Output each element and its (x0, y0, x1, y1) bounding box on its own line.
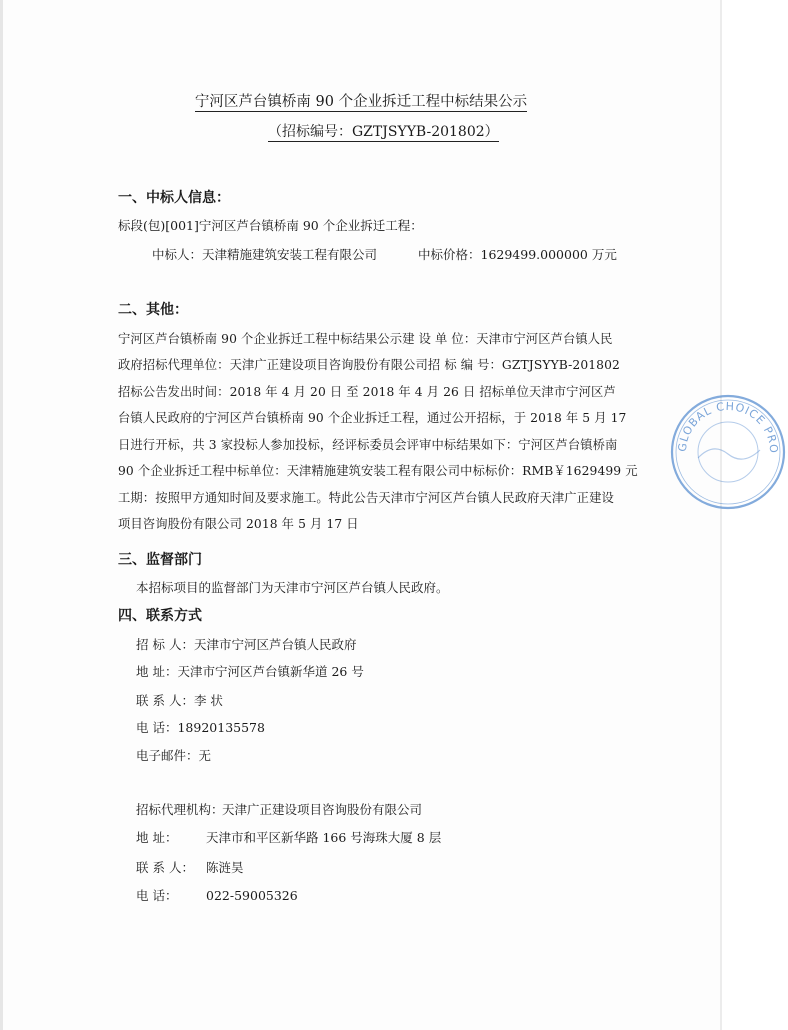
company-seal-stamp (668, 392, 788, 512)
page-edge-right (720, 0, 722, 1030)
svg-text:GLOBAL CHOICE PRO: GLOBAL CHOICE PRO (675, 399, 781, 455)
tenderer-name: 招 标 人：天津市宁河区芦台镇人民政府 (136, 637, 357, 652)
section2-line-7: 工期：按照甲方通知时间及要求施工。特此公告天津市宁河区芦台镇人民政府天津广正建设 (118, 491, 614, 505)
tenderer-contact: 联 系 人：李 状 (136, 693, 223, 708)
section2-line-3: 招标公告发出时间：2018 年 4 月 20 日 至 2018 年 4 月 26 日 招标单位天津市宁河区芦 (118, 385, 616, 399)
section2-line-1: 宁河区芦台镇桥南 90 个企业拆迁工程中标结果公示建 设 单 位：天津市宁河区芦台镇人民 (118, 332, 613, 346)
price-line: 中标价格：1629499.000000 万元 (418, 247, 617, 262)
section3-heading: 三、监督部门 (118, 552, 202, 568)
agency-org-label: 招标代理机构： (136, 802, 224, 817)
agency-address-value: 天津市和平区新华路 166 号海珠大厦 8 层 (206, 830, 442, 845)
supervision-text: 本招标项目的监督部门为天津市宁河区芦台镇人民政府。 (136, 580, 449, 595)
section2-line-4: 台镇人民政府的宁河区芦台镇桥南 90 个企业拆迁工程，通过公开招标，于 2018 年 5 月 17 (118, 411, 627, 425)
section2-line-5: 日进行开标，共 3 家投标人参加投标，经评标委员会评审中标结果如下：宁河区芦台镇桥南 (118, 438, 618, 452)
document-title: 宁河区芦台镇桥南 90 个企业拆迁工程中标结果公示 (194, 94, 528, 110)
section2-heading: 二、其他： (118, 302, 188, 318)
agency-phone-value: 022-59005326 (206, 888, 298, 903)
section4-heading: 四、联系方式 (118, 608, 202, 624)
lot-line: 标段(包)[001]宁河区芦台镇桥南 90 个企业拆迁工程： (118, 218, 423, 233)
document-subtitle: （招标编号：GZTJSYYB-201802） (268, 124, 499, 140)
tenderer-email: 电子邮件：无 (136, 748, 212, 763)
winner-line: 中标人：天津精施建筑安装工程有限公司 (152, 247, 378, 262)
section2-line-6: 90 个企业拆迁工程中标单位：天津精施建筑安装工程有限公司中标标价：RMB￥1629499 元 (118, 464, 638, 478)
agency-contact-value: 陈涟昊 (206, 860, 244, 875)
tenderer-address: 地 址：天津市宁河区芦台镇新华道 26 号 (136, 664, 364, 679)
agency-contact-label: 联 系 人： (136, 860, 194, 875)
section2-line-2: 政府招标代理单位：天津广正建设项目咨询股份有限公司招 标 编 号：GZTJSYYB-201802 (118, 358, 620, 372)
tenderer-phone: 电 话：18920135578 (136, 720, 265, 735)
section2-line-8: 项目咨询股份有限公司 2018 年 5 月 17 日 (118, 517, 359, 531)
section1-heading: 一、中标人信息： (118, 190, 230, 206)
agency-org-value: 天津广正建设项目咨询股份有限公司 (222, 802, 423, 817)
page-edge-left (0, 0, 3, 1030)
agency-phone-label: 电 话： (136, 888, 178, 903)
agency-address-label: 地 址： (136, 830, 178, 845)
